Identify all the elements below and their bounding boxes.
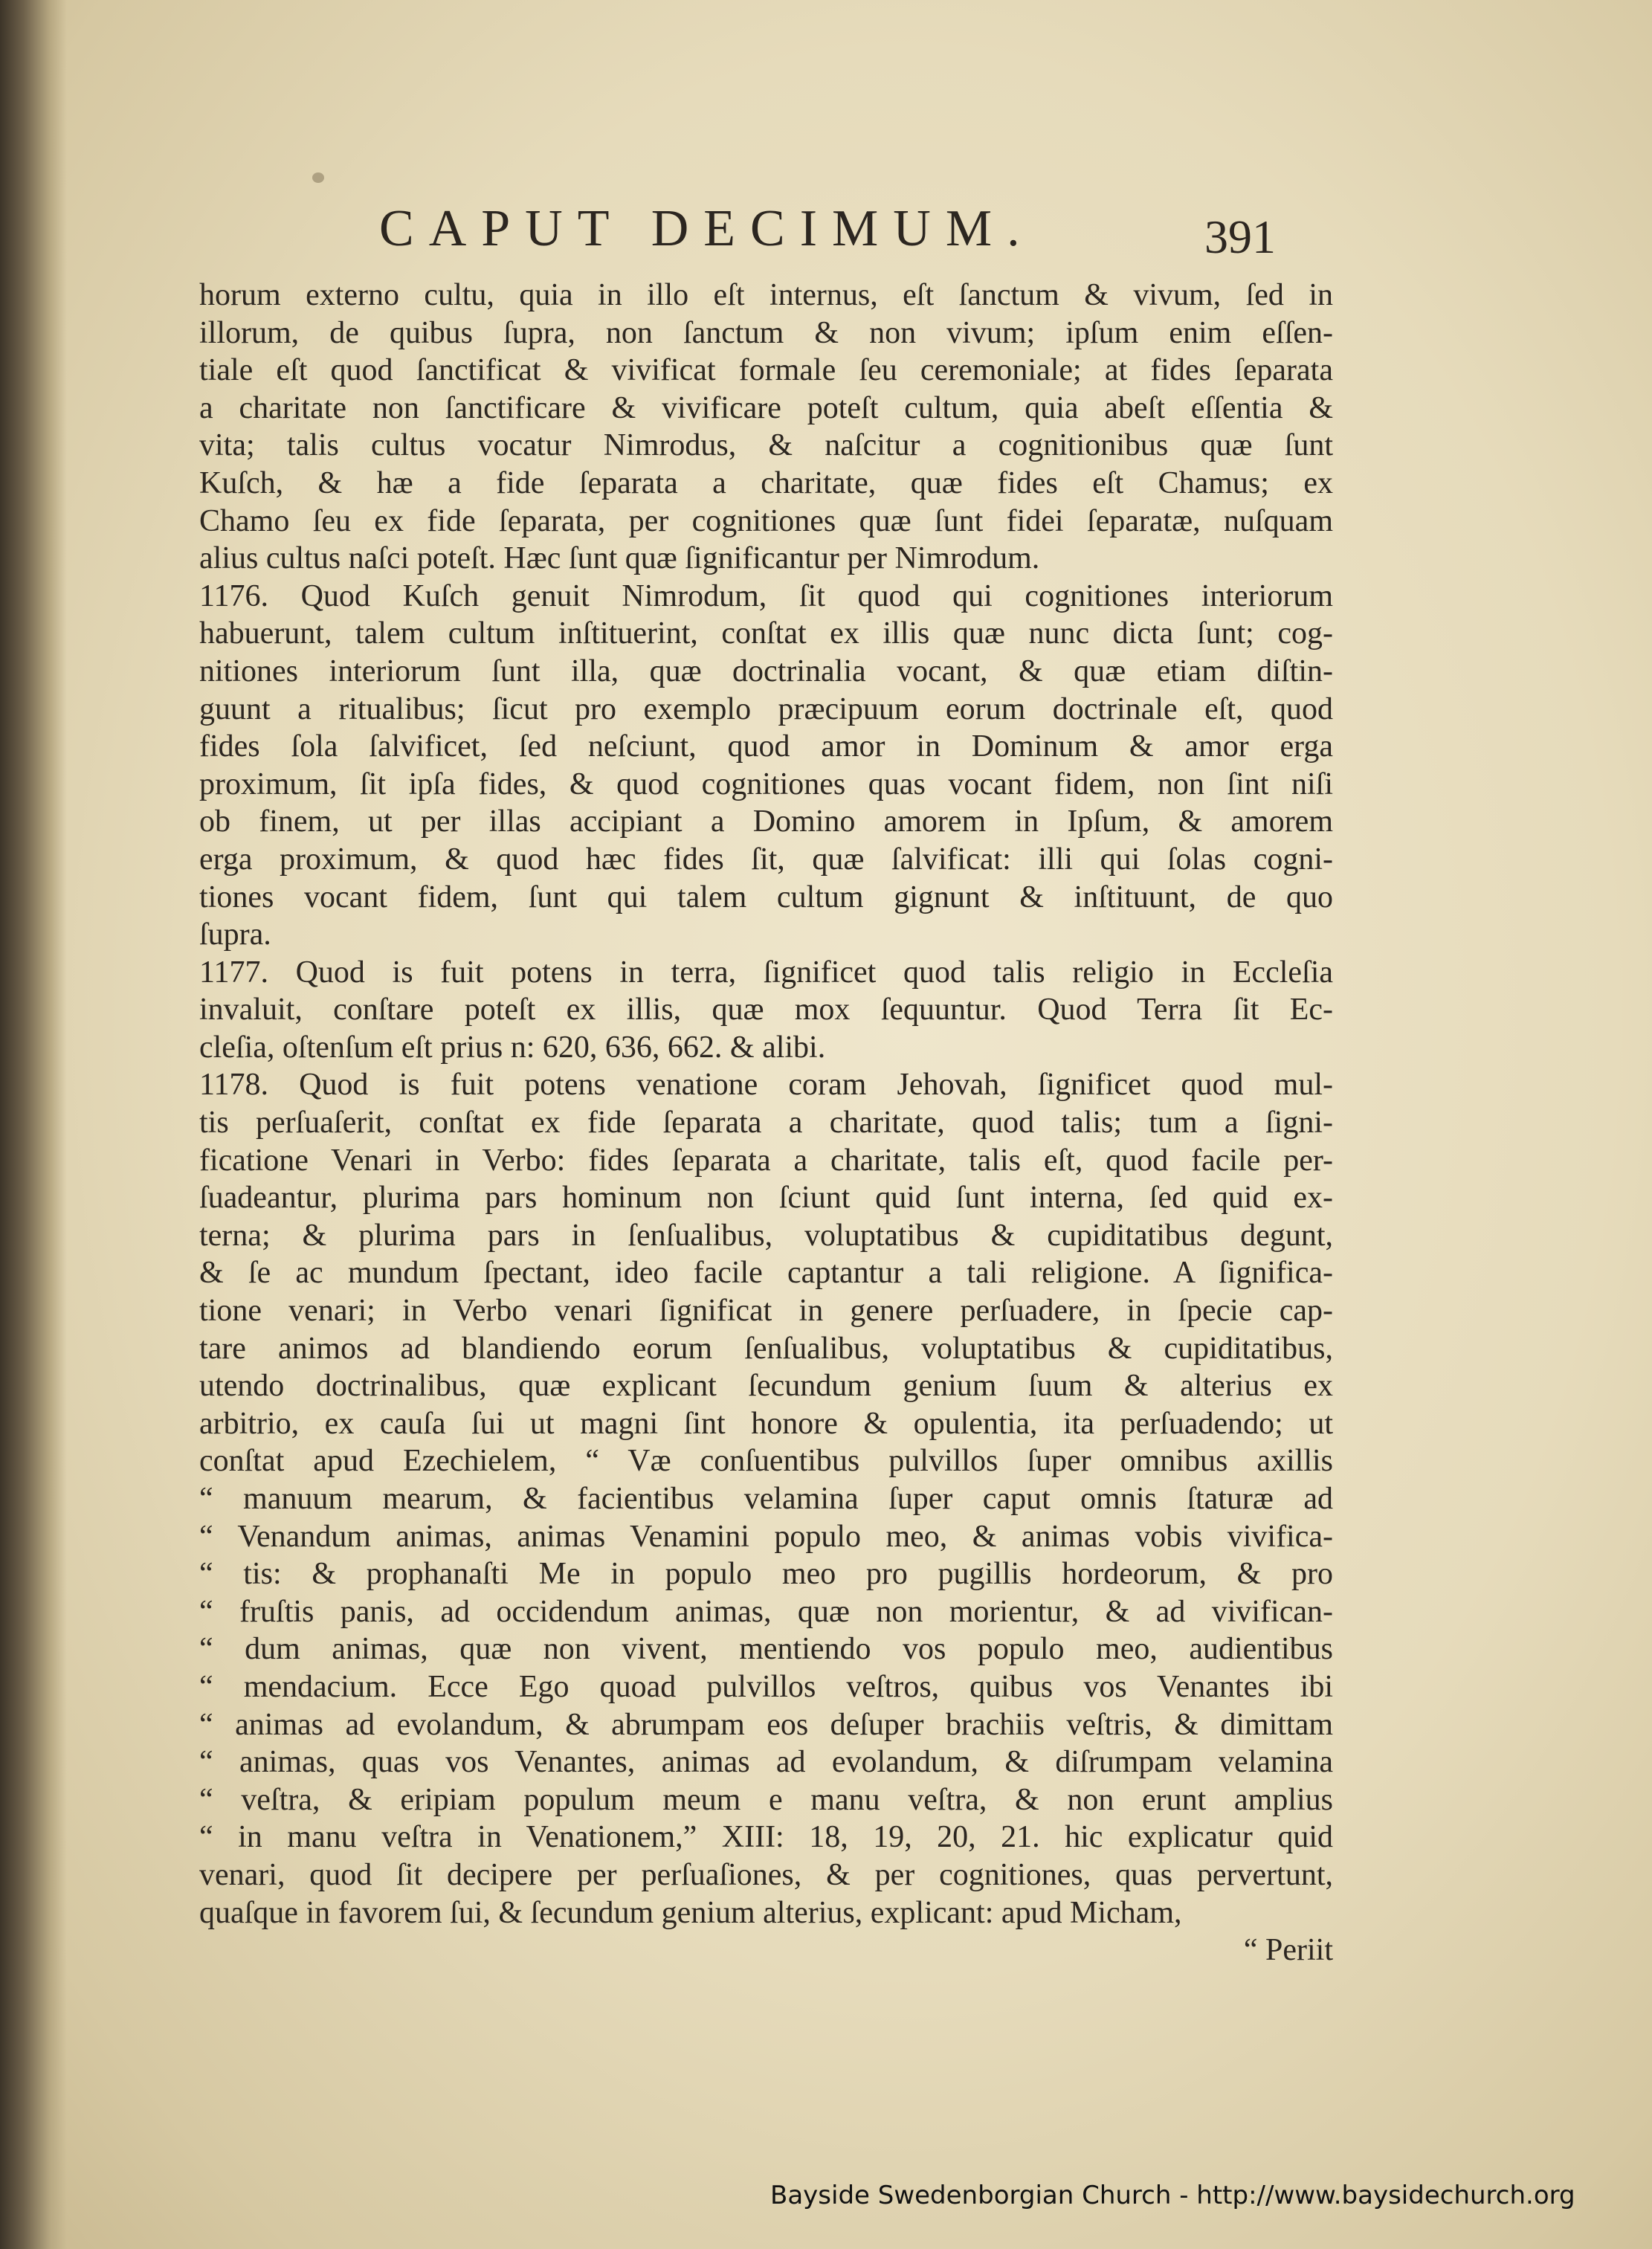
text-line: “ tis: & prophanaſti Me in populo meo pro pugillis hordeorum, & pro: [199, 1557, 1333, 1592]
text-line: arbitrio, ex cauſa ſui ut magni ſint honore & opulentia, ita perſuadendo; ut: [199, 1406, 1333, 1441]
text-line: proximum, ſit ipſa fides, & quod cognitiones quas vocant fidem, non ſint niſi: [199, 767, 1333, 801]
text-line: invaluit, conſtare poteſt ex illis, quæ mox ſequuntur. Quod Terra ſit Ec-: [199, 993, 1333, 1027]
chapter-title: CAPUT DECIMUM.: [379, 200, 1035, 257]
text-line: terna; & plurima pars in ſenſualibus, voluptatibus & cupiditatibus degunt,: [199, 1218, 1333, 1253]
paragraph: [199, 578, 1333, 954]
text-line: fides ſola ſalvificet, ſed neſciunt, quod amor in Dominum & amor erga: [199, 729, 1333, 764]
catchword: “ Periit: [1243, 1933, 1333, 1968]
paragraph: [199, 277, 1333, 578]
site-footer-watermark: Bayside Swedenborgian Church - http://www.baysidechurch.org: [770, 2181, 1575, 2210]
text-line: habuerunt, talem cultum inſtituerint, conſtat ex illis quæ nunc dicta ſunt; cog-: [199, 616, 1333, 651]
text-line: “ mendacium. Ecce Ego quoad pulvillos veſtros, quibus vos Venantes ibi: [199, 1669, 1333, 1704]
text-line: “ animas, quas vos Venantes, animas ad evolandum, & diſrumpam velamina: [199, 1745, 1333, 1780]
text-line: illorum, de quibus ſupra, non ſanctum & non vivum; ipſum enim eſſen-: [199, 315, 1333, 350]
text-line: ſuadeantur, plurima pars hominum non ſciunt quid ſunt interna, ſed quid ex-: [199, 1181, 1333, 1216]
text-line: & ſe ac mundum ſpectant, ideo facile captantur a tali religione. A ſignifica-: [199, 1256, 1333, 1291]
text-line: “ fruſtis panis, ad occidendum animas, quæ non morientur, & ad vivifican-: [199, 1594, 1333, 1629]
running-head: [0, 186, 1652, 268]
text-line: cleſia, oſtenſum eſt prius n: 620, 636, 662. & alibi.: [199, 1030, 826, 1065]
text-line: alius cultus naſci poteſt. Hæc ſunt quæ ſignificantur per Nimrodum.: [199, 541, 1040, 576]
paragraph: [199, 954, 1333, 1067]
text-line: tione venari; in Verbo venari ſignificat in genere perſuadere, in ſpecie cap-: [199, 1294, 1333, 1329]
text-line: tiale eſt quod ſanctificat & vivificat formale ſeu ceremoniale; at fides ſeparata: [199, 353, 1333, 388]
text-line: 1177. Quod is fuit potens in terra, ſignificet quod talis religio in Eccleſia: [199, 955, 1333, 990]
text-line: ob finem, ut per illas accipiant a Domino amorem in Ipſum, & amorem: [199, 804, 1333, 839]
text-line: erga proximum, & quod hæc fides ſit, quæ ſalvificat: illi qui ſolas cogni-: [199, 842, 1333, 877]
text-line: guunt a ritualibus; ſicut pro exemplo præcipuum eorum doctrinale eſt, quod: [199, 691, 1333, 726]
text-line: venari, quod ſit decipere per perſuaſiones, & per cognitiones, quas pervertunt,: [199, 1857, 1333, 1892]
book-gutter-shadow: [0, 0, 67, 2249]
text-line: a charitate non ſanctificare & vivificare poteſt cultum, quia abeſt eſſentia &: [199, 390, 1333, 425]
text-line: tare animos ad blandiendo eorum ſenſualibus, voluptatibus & cupiditatibus,: [199, 1331, 1333, 1366]
text-line: “ veſtra, & eripiam populum meum e manu veſtra, & non erunt amplius: [199, 1782, 1333, 1817]
text-line: “ animas ad evolandum, & abrumpam eos deſuper brachiis veſtris, & dimittam: [199, 1707, 1333, 1742]
page-number: 391: [1204, 210, 1276, 263]
text-line: “ Venandum animas, animas Venamini populo meo, & animas vobis vivifica-: [199, 1519, 1333, 1554]
text-line: tis perſuaſerit, conſtat ex fide ſeparata a charitate, quod talis; tum a ſigni-: [199, 1106, 1333, 1140]
text-line: Chamo ſeu ex fide ſeparata, per cognitiones quæ ſunt fidei ſeparatæ, nuſquam: [199, 503, 1333, 538]
text-line: “ in manu veſtra in Venationem,” XIII: 18, 19, 20, 21. hic explicatur quid: [199, 1820, 1333, 1855]
text-line: ficatione Venari in Verbo: fides ſeparata a charitate, talis eſt, quod facile per-: [199, 1143, 1333, 1178]
paragraph: [199, 1066, 1333, 1932]
text-line: “ dum animas, quæ non vivent, mentiendo vos populo meo, audientibus: [199, 1632, 1333, 1667]
text-line: Kuſch, & hæ a fide ſeparata a charitate, quæ fides eſt Chamus; ex: [199, 465, 1333, 500]
text-line: vita; talis cultus vocatur Nimrodus, & naſcitur a cognitionibus quæ ſunt: [199, 428, 1333, 463]
text-line: nitiones interiorum ſunt illa, quæ doctrinalia vocant, & quæ etiam diſtin-: [199, 654, 1333, 688]
text-line: conſtat apud Ezechielem, “ Væ conſuentibus pulvillos ſuper omnibus axillis: [199, 1444, 1333, 1479]
text-line: “ manuum mearum, & facientibus velamina ſuper caput omnis ſtaturæ ad: [199, 1482, 1333, 1516]
text-line: 1178. Quod is fuit potens venatione coram Jehovah, ſignificet quod mul-: [199, 1068, 1333, 1103]
text-line: tiones vocant fidem, ſunt qui talem cultum gignunt & inſtituunt, de quo: [199, 880, 1333, 914]
text-line: horum externo cultu, quia in illo eſt internus, eſt ſanctum & vivum, ſed in: [199, 278, 1333, 312]
text-line: 1176. Quod Kuſch genuit Nimrodum, ſit quod qui cognitiones interiorum: [199, 578, 1333, 613]
body-text: [199, 277, 1333, 1969]
text-line: utendo doctrinalibus, quæ explicant ſecundum genium ſuum & alterius ex: [199, 1369, 1333, 1404]
ink-blot: [312, 172, 324, 183]
text-line: quaſque in favorem ſui, & ſecundum genium alterius, explicant: apud Micham,: [199, 1895, 1182, 1930]
text-line: ſupra.: [199, 917, 271, 952]
